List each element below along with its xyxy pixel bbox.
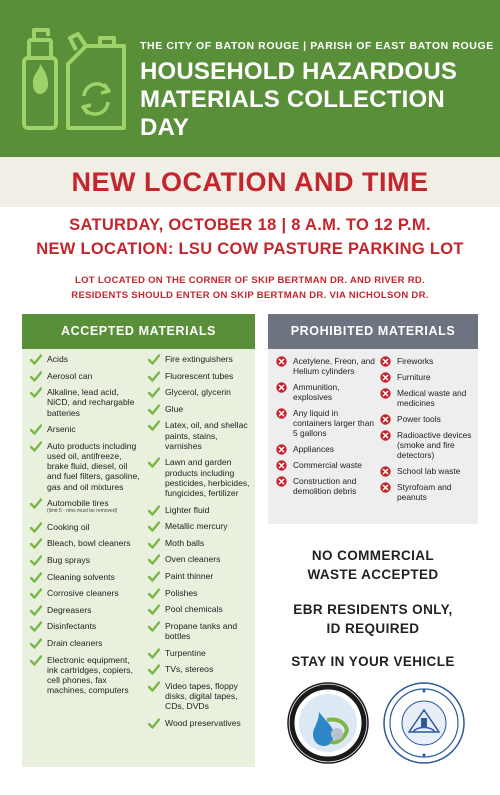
checkmark-icon: [30, 555, 42, 566]
item-label: Glycerol, glycerin: [165, 387, 231, 398]
list-item: [148, 404, 252, 414]
list-item: [276, 382, 376, 402]
item-label: Aerosol can: [47, 370, 93, 381]
prohibited-icon: [276, 356, 287, 367]
checkmark-icon: [148, 371, 160, 382]
list-item: [30, 387, 142, 418]
prohibited-icon: [276, 476, 287, 487]
list-item: [30, 572, 142, 582]
checkmark-icon: [148, 604, 160, 615]
title-line-1: HOUSEHOLD HAZARDOUS: [140, 58, 458, 85]
item-label: Degreasers: [47, 604, 92, 615]
list-item: [380, 430, 478, 460]
checkmark-icon: [148, 354, 160, 365]
list-item: [380, 414, 478, 424]
item-label: Bug sprays: [47, 554, 90, 565]
item-label: Disinfectants: [47, 621, 97, 632]
checkmark-icon: [148, 505, 160, 516]
list-item: [30, 555, 142, 565]
gas-can-icon: [68, 34, 124, 128]
prohibited-icon: [276, 444, 287, 455]
item-label: Bleach, bowl cleaners: [47, 538, 131, 549]
list-item: [148, 664, 252, 674]
list-item: [380, 388, 478, 408]
list-item: [148, 420, 252, 451]
checkmark-icon: [30, 371, 42, 382]
list-item: [148, 505, 252, 515]
item-label: Glue: [165, 403, 184, 414]
checkmark-icon: [148, 621, 160, 632]
checkmark-icon: [30, 605, 42, 616]
checkmark-icon: [148, 404, 160, 415]
list-item: [276, 476, 376, 496]
checkmark-icon: [148, 648, 160, 659]
item-label: Drain cleaners: [47, 637, 103, 648]
header-bar: [0, 0, 500, 157]
item-label: Appliances: [293, 444, 334, 454]
checkmark-icon: [30, 621, 42, 632]
notice-line: NO COMMERCIAL: [311, 548, 435, 563]
accepted-materials-panel: [22, 314, 255, 767]
item-label: Moth balls: [165, 537, 205, 548]
location-note-2: RESIDENTS SHOULD ENTER ON SKIP BERTMAN DR. VIA NICHOLSON DR.: [71, 290, 429, 301]
list-item: [148, 588, 252, 598]
checkmark-icon: [30, 354, 42, 365]
item-label: Styrofoam and peanuts: [397, 482, 452, 502]
list-item: [30, 655, 142, 696]
title-line-2: MATERIALS COLLECTION DAY: [140, 86, 445, 141]
list-item: [148, 538, 252, 548]
list-item: [30, 538, 142, 548]
prohibited-column-1: [276, 356, 376, 502]
item-label: Medical waste and medicines: [397, 388, 467, 408]
list-item: [148, 621, 252, 641]
item-label: Propane tanks and bottles: [165, 620, 238, 641]
prohibited-icon: [380, 356, 391, 367]
prohibited-materials-panel: [268, 314, 478, 524]
hazard-icons: [16, 24, 134, 132]
item-label: Lighter fluid: [165, 504, 210, 515]
notice-line: WASTE ACCEPTED: [307, 567, 439, 582]
checkmark-icon: [30, 441, 42, 452]
item-label: Radioactive devices (smoke and fire detectors): [397, 430, 472, 460]
checkmark-icon: [30, 638, 42, 649]
item-label: Power tools: [397, 414, 441, 424]
checkmark-icon: [148, 664, 160, 675]
checkmark-icon: [148, 521, 160, 532]
notice-line: ID REQUIRED: [326, 621, 420, 636]
list-item: [276, 408, 376, 438]
item-label: Commercial waste: [293, 460, 362, 470]
checkmark-icon: [148, 387, 160, 398]
prohibited-heading: PROHIBITED MATERIALS: [268, 314, 478, 349]
item-label: Lawn and garden products including pesticides, herbicides, fungicides, fertilizer: [165, 457, 250, 498]
notice-no-commercial: [268, 546, 478, 584]
item-label: Fireworks: [397, 356, 434, 366]
prohibited-icon: [380, 414, 391, 425]
prohibited-icon: [276, 408, 287, 419]
list-item: [30, 371, 142, 381]
list-item: [30, 638, 142, 648]
list-item: [148, 718, 252, 728]
checkmark-icon: [30, 522, 42, 533]
prohibited-icon: [276, 460, 287, 471]
checkmark-icon: [30, 538, 42, 549]
checkmark-icon: [148, 420, 160, 431]
list-item: [148, 457, 252, 498]
list-item: [30, 605, 142, 615]
event-location: NEW LOCATION: LSU COW PASTURE PARKING LOT: [36, 240, 464, 258]
list-item: [380, 372, 478, 382]
item-label: Cleaning solvents: [47, 571, 115, 582]
item-label: Fire extinguishers: [165, 354, 233, 364]
city-of-baton-rouge-seal: [383, 682, 465, 764]
accepted-column-2: [148, 354, 252, 734]
item-label: Wood preservatives: [165, 717, 241, 728]
checkmark-icon: [30, 387, 42, 398]
list-item: [148, 354, 252, 364]
list-item: [148, 648, 252, 658]
item-label: Cooking oil: [47, 521, 90, 532]
flame-icon: [33, 64, 48, 94]
item-label: Acetylene, Freon, and Helium cylinders: [293, 356, 375, 376]
checkmark-icon: [148, 538, 160, 549]
checkmark-icon: [30, 572, 42, 583]
item-label: Oven cleaners: [165, 554, 221, 565]
item-label: Alkaline, lead acid, NiCD, and rechargable batteries: [47, 387, 135, 418]
list-item: [148, 554, 252, 564]
list-item: [30, 498, 142, 515]
item-label: Metallic mercury: [165, 521, 228, 532]
item-label: Corrosive cleaners: [47, 588, 119, 599]
checkmark-icon: [30, 424, 42, 435]
notice-residents-only: [268, 600, 478, 638]
recycle-icon: [83, 84, 109, 114]
list-item: [30, 522, 142, 532]
spray-can-icon: [24, 30, 56, 128]
item-note: (limit 5 - rims must be removed): [47, 508, 118, 515]
prohibited-icon: [380, 430, 391, 441]
list-item: [30, 424, 142, 434]
checkmark-icon: [148, 718, 160, 729]
prohibited-icon: [380, 372, 391, 383]
list-item: [380, 356, 478, 366]
checkmark-icon: [148, 681, 160, 692]
prohibited-icon: [380, 388, 391, 399]
item-label: Ammunition, explosives: [293, 382, 340, 402]
location-note-1: LOT LOCATED ON THE CORNER OF SKIP BERTMAN DR. AND RIVER RD.: [74, 275, 426, 286]
list-item: [380, 466, 478, 476]
item-label: Acids: [47, 354, 69, 364]
accepted-column-1: [30, 354, 142, 702]
event-date-time: SATURDAY, OCTOBER 18 | 8 A.M. TO 12 P.M.: [69, 216, 431, 234]
item-label: Automobile tires: [47, 498, 109, 509]
item-label: Pool chemicals: [165, 604, 223, 615]
item-label: Turpentine: [165, 647, 206, 658]
checkmark-icon: [148, 571, 160, 582]
environmental-services-seal: [287, 682, 369, 764]
item-label: Auto products including used oil, antifreeze, brake fluid, diesel, oil and fuel filters, gasoline, gas and oil mixtures: [47, 440, 140, 492]
item-label: School lab waste: [397, 466, 461, 476]
list-item: [30, 588, 142, 598]
list-item: [148, 521, 252, 531]
prohibited-column-2: [380, 356, 478, 508]
list-item: [380, 482, 478, 502]
checkmark-icon: [148, 588, 160, 599]
item-label: Furniture: [397, 372, 431, 382]
item-label: Any liquid in containers larger than 5 gallons: [293, 408, 375, 438]
checkmark-icon: [148, 554, 160, 565]
notice-stay-in-vehicle: STAY IN YOUR VEHICLE: [291, 654, 455, 669]
header-subtitle: THE CITY OF BATON ROUGE | PARISH OF EAST BATON ROUGE: [140, 40, 494, 52]
announcement-banner: [0, 157, 500, 207]
list-item: [30, 621, 142, 631]
checkmark-icon: [30, 498, 42, 509]
banner-text: NEW LOCATION AND TIME: [71, 167, 429, 197]
accepted-heading: ACCEPTED MATERIALS: [22, 314, 255, 349]
item-label: Fluorescent tubes: [165, 370, 234, 381]
notice-line: EBR RESIDENTS ONLY,: [293, 602, 453, 617]
item-label: Latex, oil, and shellac paints, stains, varnishes: [165, 420, 248, 451]
prohibited-icon: [276, 382, 287, 393]
list-item: [30, 441, 142, 492]
list-item: [30, 354, 142, 364]
list-item: [148, 571, 252, 581]
item-label: Polishes: [165, 587, 198, 598]
item-label: Construction and demolition debris: [293, 476, 357, 496]
checkmark-icon: [148, 457, 160, 468]
list-item: [148, 681, 252, 712]
prohibited-icon: [380, 482, 391, 493]
item-label: Electronic equipment, ink cartridges, copiers, cell phones, fax machines, computers: [47, 654, 133, 696]
item-label: Video tapes, floppy disks, digital tapes, CDs, DVDs: [165, 680, 238, 712]
list-item: [148, 604, 252, 614]
list-item: [276, 356, 376, 376]
list-item: [276, 444, 376, 454]
checkmark-icon: [30, 655, 42, 666]
page-title: [140, 58, 495, 142]
checkmark-icon: [30, 588, 42, 599]
list-item: [276, 460, 376, 470]
item-label: TVs, stereos: [165, 664, 214, 675]
item-label: Paint thinner: [165, 570, 214, 581]
list-item: [148, 387, 252, 397]
list-item: [148, 371, 252, 381]
prohibited-icon: [380, 466, 391, 477]
item-label: Arsenic: [47, 424, 76, 435]
